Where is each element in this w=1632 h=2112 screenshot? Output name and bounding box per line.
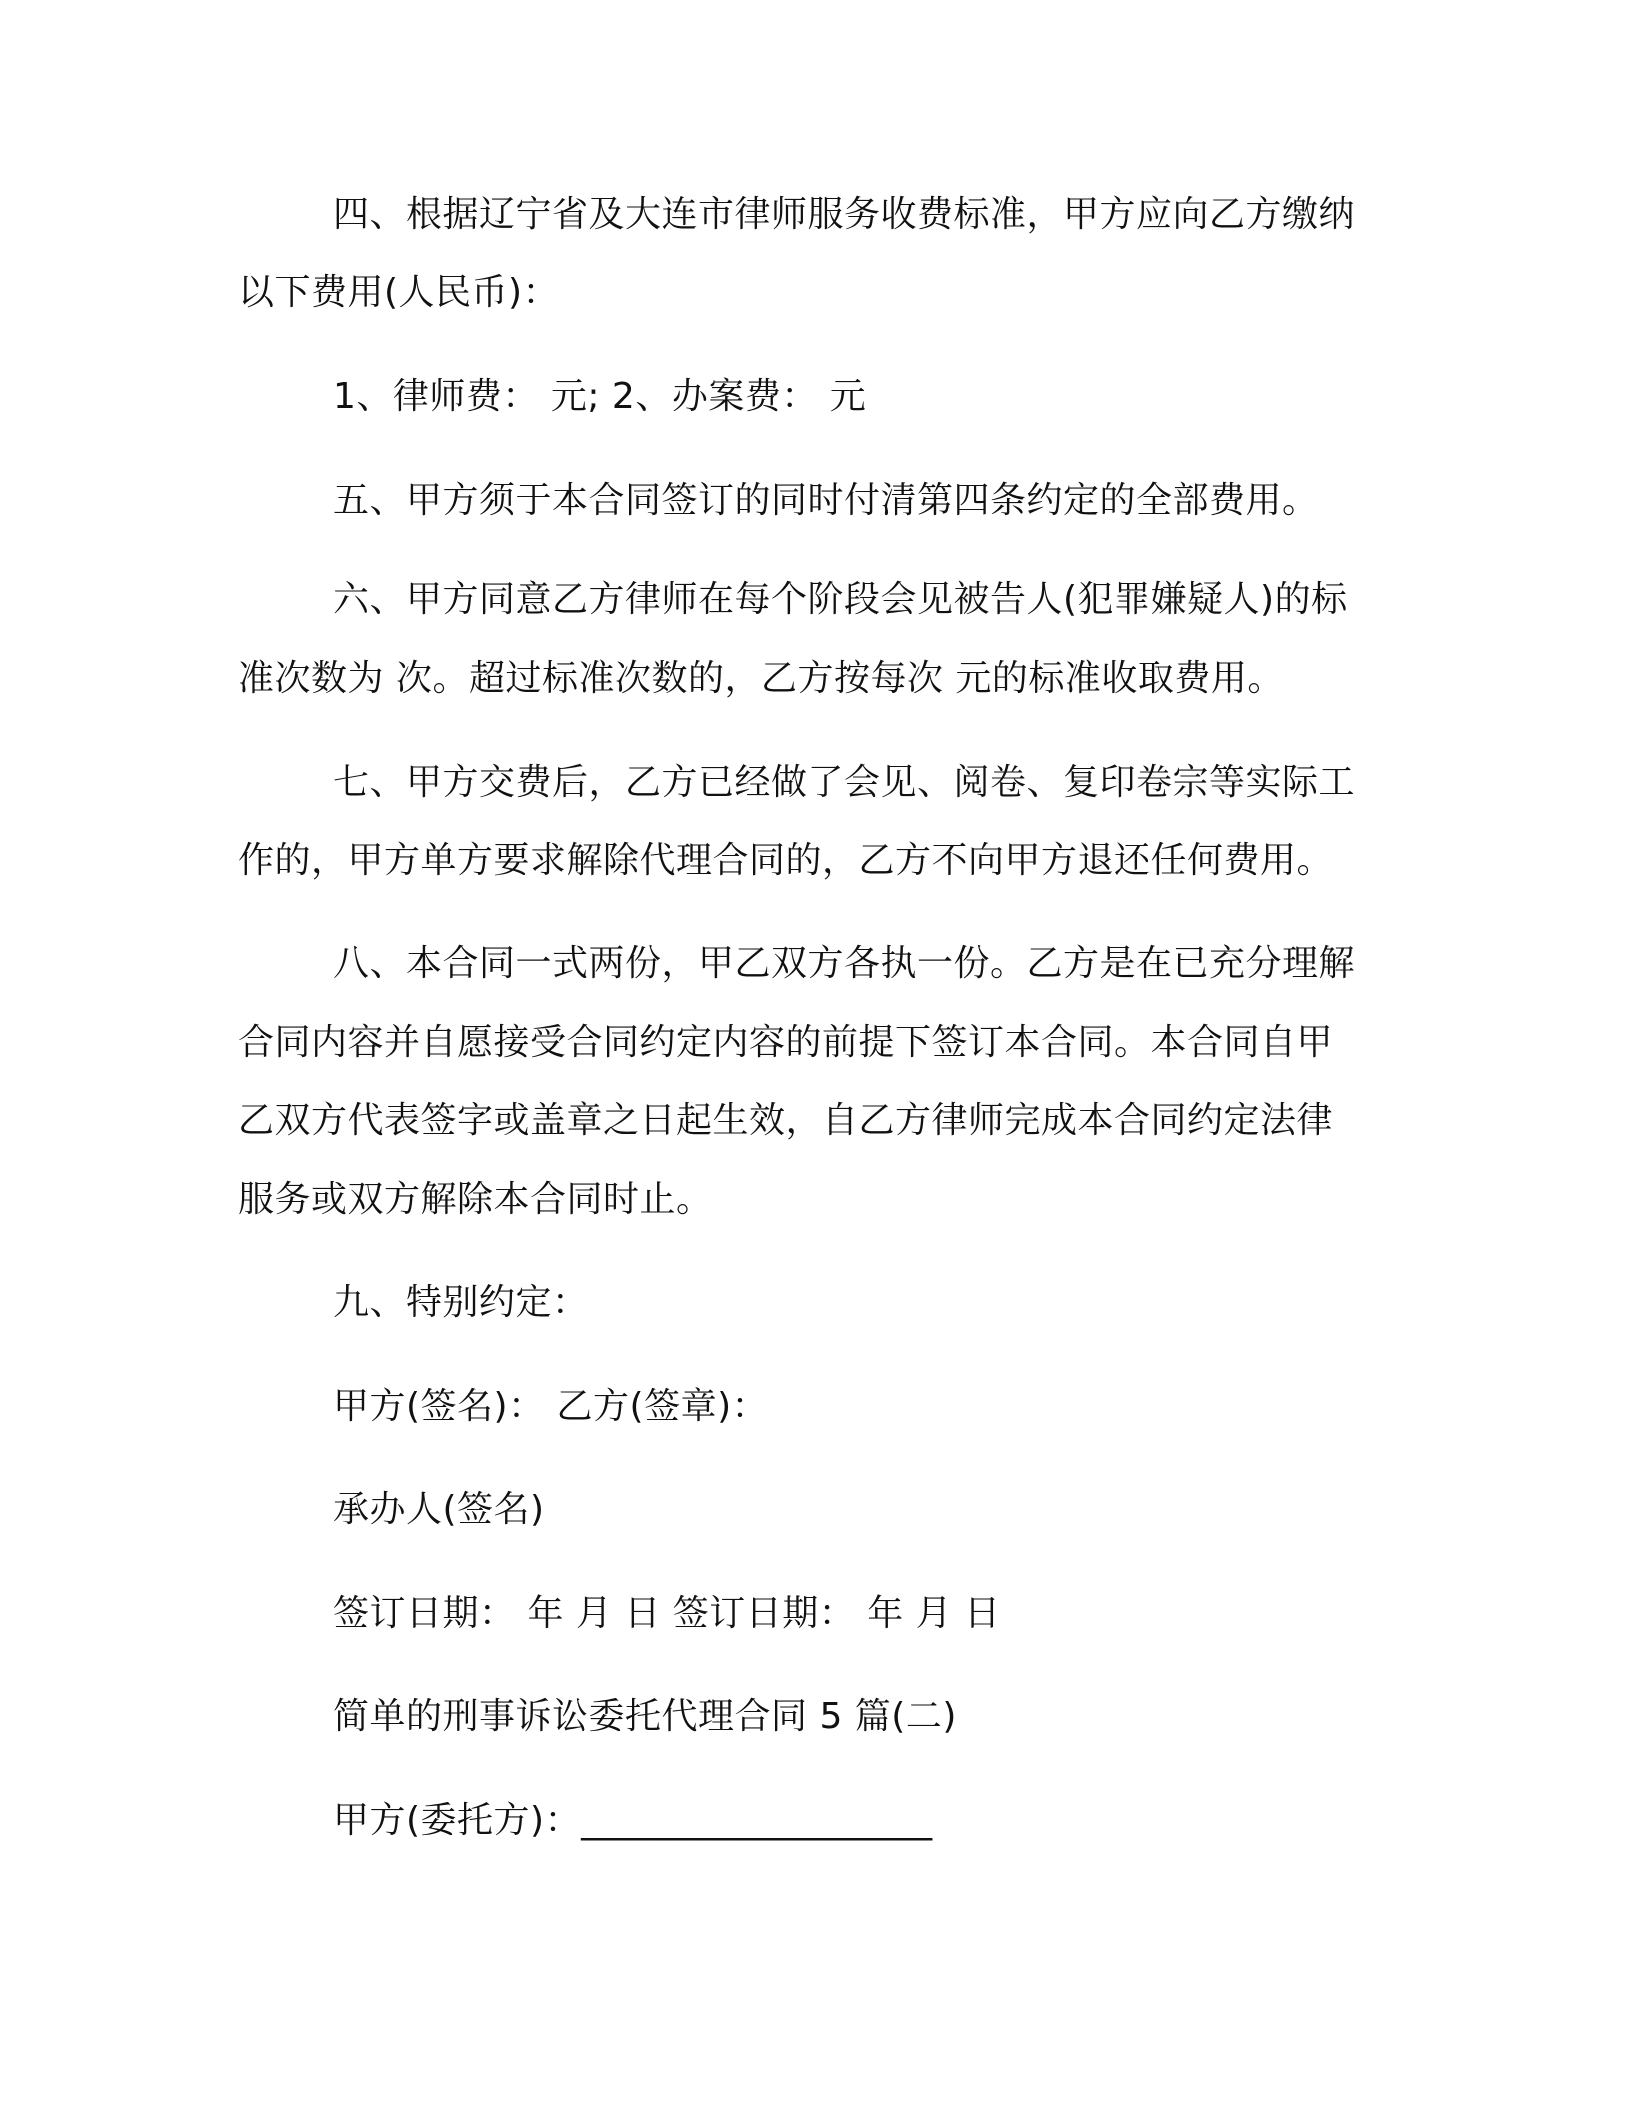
clause-8-line-2: 合同内容并自愿接受合同约定内容的前提下签订本合同。本合同自甲	[238, 1022, 1334, 1063]
handler-line: 承办人(签名)	[333, 1489, 545, 1530]
clause-4-line-1: 四、根据辽宁省及大连市律师服务收费标准，甲方应向乙方缴纳	[333, 194, 1356, 235]
clause-6-line-2: 准次数为 次。超过标准次数的，乙方按每次 元的标准收取费用。	[238, 658, 1284, 699]
signature-line: 甲方(签名)： 乙方(签章)：	[333, 1386, 769, 1427]
clause-8-line-3: 乙双方代表签字或盖章之日起生效，自乙方律师完成本合同约定法律	[238, 1100, 1334, 1141]
clause-5: 五、甲方须于本合同签订的同时付清第四条约定的全部费用。	[333, 480, 1319, 521]
clause-8-line-1: 八、本合同一式两份，甲乙双方各执一份。乙方是在已充分理解	[333, 943, 1356, 984]
section-title: 简单的刑事诉讼委托代理合同 5 篇(二)	[333, 1696, 957, 1737]
clause-9: 九、特别约定：	[333, 1282, 589, 1323]
clause-8-line-4: 服务或双方解除本合同时止。	[238, 1179, 713, 1220]
fees-line: 1、律师费： 元; 2、办案费： 元	[333, 376, 867, 417]
clause-7-line-1: 七、甲方交费后，乙方已经做了会见、阅卷、复印卷宗等实际工	[333, 762, 1356, 803]
clause-4-line-2: 以下费用(人民币)：	[238, 272, 560, 313]
clause-6-line-1: 六、甲方同意乙方律师在每个阶段会见被告人(犯罪嫌疑人)的标	[333, 579, 1348, 620]
clause-7-line-2: 作的，甲方单方要求解除代理合同的，乙方不向甲方退还任何费用。	[238, 840, 1334, 881]
dates-line: 签订日期： 年 月 日 签订日期： 年 月 日	[333, 1593, 1001, 1634]
party-a-line: 甲方(委托方)：___________________	[333, 1800, 933, 1841]
